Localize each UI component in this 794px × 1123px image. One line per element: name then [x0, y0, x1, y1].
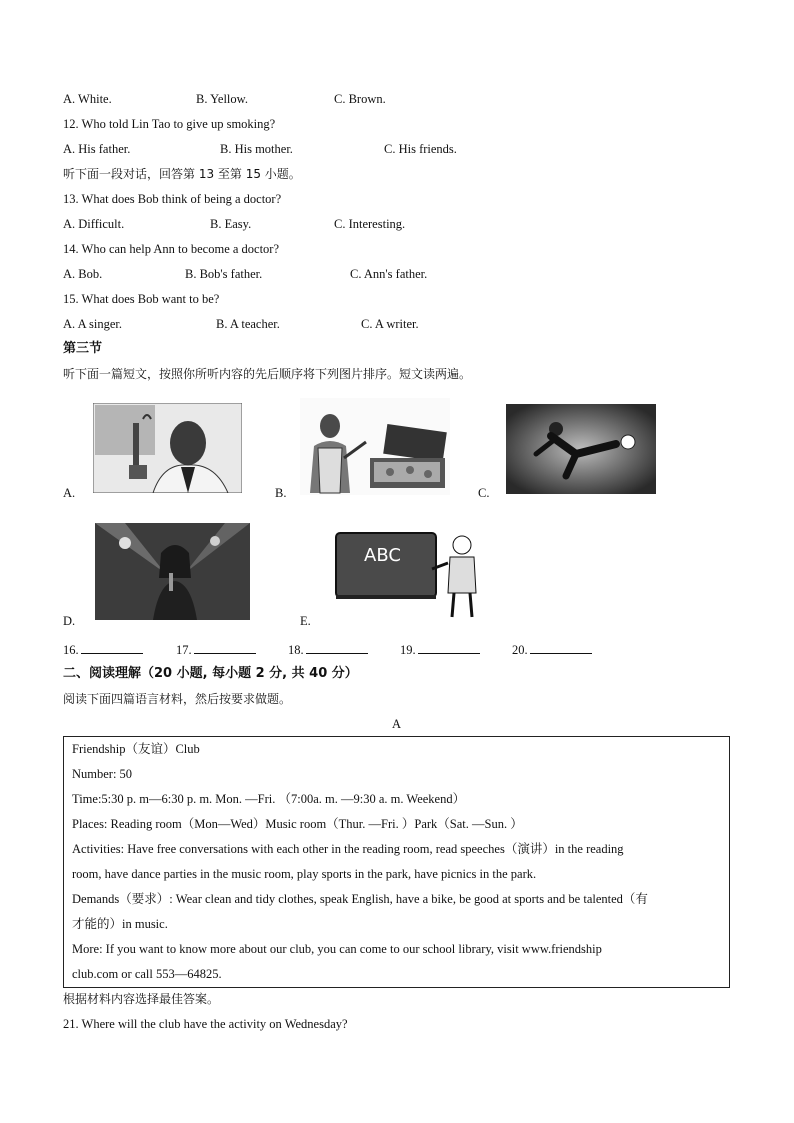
- picture-b-label: B.: [275, 486, 287, 500]
- q13-option-b: B. Easy.: [210, 217, 252, 231]
- teacher-blackboard-drawing-icon: [334, 523, 489, 620]
- notice-places: Places: Reading room（Mon—Wed）Music room（Thur. —Fri. ）Park（Sat. —Sun. ）: [72, 817, 523, 831]
- picture-a-label: A.: [63, 486, 76, 500]
- blank-19-number: 19.: [400, 643, 416, 657]
- section3-title: 第三节: [63, 341, 103, 356]
- blank-18[interactable]: [288, 641, 368, 658]
- q11-option-a: A. White.: [63, 92, 112, 106]
- q11-option-b: B. Yellow.: [196, 92, 248, 106]
- q15-stem: 15. What does Bob want to be?: [63, 292, 220, 306]
- q13-option-c: C. Interesting.: [334, 217, 406, 231]
- blackboard-text: ABC: [364, 545, 401, 566]
- q12-option-a: A. His father.: [63, 142, 131, 156]
- notice-more-cont: club.com or call 553—64825.: [72, 967, 222, 981]
- instruction-13-15: 听下面一段对话，回答第 13 至第 15 小题。: [63, 167, 301, 181]
- blank-16-number: 16.: [63, 643, 79, 657]
- q11-option-c: C. Brown.: [334, 92, 386, 106]
- blank-16[interactable]: [63, 641, 143, 658]
- q15-option-c: C. A writer.: [361, 317, 419, 331]
- section3-instruction: 听下面一篇短文，按照你所听内容的先后顺序将下列图片排序。短文读两遍。: [63, 367, 472, 381]
- notice-demands-cont: 才能的）in music.: [72, 917, 168, 931]
- notice-activities-cont: room, have dance parties in the music room, play sports in the park, have picnics in the park.: [72, 867, 537, 881]
- q14-option-b: B. Bob's father.: [185, 267, 263, 281]
- q12-option-b: B. His mother.: [220, 142, 293, 156]
- q14-option-c: C. Ann's father.: [350, 267, 428, 281]
- q21-stem: 21. Where will the club have the activity on Wednesday?: [63, 1017, 348, 1031]
- club-notice-box: [63, 736, 730, 988]
- part2-title: 二、阅读理解（20 小题, 每小题 2 分, 共 40 分）: [63, 666, 358, 681]
- singer-photo-icon: [95, 523, 250, 620]
- q14-option-a: A. Bob.: [63, 267, 103, 281]
- picture-e-label: E.: [300, 614, 311, 628]
- choose-instruction: 根据材料内容选择最佳答案。: [63, 992, 220, 1006]
- notice-demands: Demands（要求）: Wear clean and tidy clothes, speak English, have a bike, be good at sports and be talented（有: [72, 892, 648, 906]
- blank-19[interactable]: [400, 641, 480, 658]
- part2-instruction: 阅读下面四篇语言材料，然后按要求做题。: [63, 692, 292, 706]
- scientist-photo-icon: [93, 403, 242, 493]
- notice-title: Friendship（友谊）Club: [72, 742, 200, 756]
- notice-more: More: If you want to know more about our club, you can come to our school library, visit www.friendship: [72, 942, 602, 956]
- q12-option-c: C. His friends.: [384, 142, 457, 156]
- notice-time: Time:5:30 p. m—6:30 p. m. Mon. —Fri. （7:00a. m. —9:30 a. m. Weekend）: [72, 792, 466, 806]
- cook-photo-icon: [300, 398, 450, 495]
- q12-stem: 12. Who told Lin Tao to give up smoking?: [63, 117, 276, 131]
- q14-stem: 14. Who can help Ann to become a doctor?: [63, 242, 280, 256]
- blank-17[interactable]: [176, 641, 256, 658]
- q15-option-a: A. A singer.: [63, 317, 123, 331]
- blank-17-number: 17.: [176, 643, 192, 657]
- blank-20[interactable]: [512, 641, 592, 658]
- picture-d-label: D.: [63, 614, 76, 628]
- q13-option-a: A. Difficult.: [63, 217, 125, 231]
- picture-c-label: C.: [478, 486, 490, 500]
- q15-option-b: B. A teacher.: [216, 317, 280, 331]
- passage-label: A: [392, 717, 402, 731]
- soccer-player-photo-icon: [506, 404, 656, 494]
- notice-number: Number: 50: [72, 767, 133, 781]
- blank-20-number: 20.: [512, 643, 528, 657]
- q13-stem: 13. What does Bob think of being a doctor?: [63, 192, 282, 206]
- blank-18-number: 18.: [288, 643, 304, 657]
- notice-activities: Activities: Have free conversations with each other in the reading room, read speeches（演讲）in the reading: [72, 842, 624, 856]
